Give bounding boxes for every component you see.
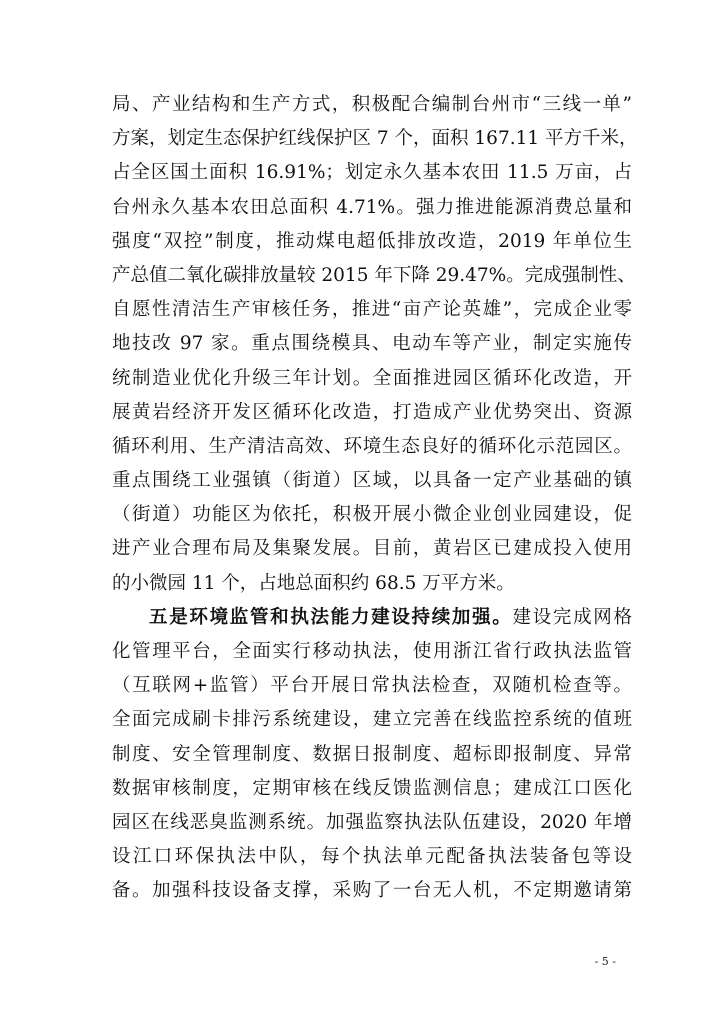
text-line: 的小微园 11 个，占地总面积约 68.5 万平方米。 [112,572,515,594]
text-line: 统制造业优化升级三年计划。全面推进园区循环化改造，开 [112,367,632,389]
text-line: （互联网+监管）平台开展日常执法检查，双随机检查等。 [112,675,632,697]
text-line: 重点围绕工业强镇（街道）区域，以具备一定产业基础的镇 [112,470,632,492]
paragraph-first-line [112,601,632,635]
text-line: 强度“双控”制度，推动煤电超低排放改造，2019 年单位生 [112,230,632,252]
text-line: 地技改 97 家。重点围绕模具、电动车等产业，制定实施传 [112,333,632,355]
text-line: 数据审核制度，定期审核在线反馈监测信息；建成江口医化 [112,777,632,799]
text-line: 循环利用、生产清洁高效、环境生态良好的循环化示范园区。 [112,435,632,457]
text-line: 园区在线恶臭监测系统。加强监察执法队伍建设，2020 年增 [112,811,632,833]
text-line: 产总值二氧化碳排放量较 2015 年下降 29.47%。完成强制性、 [112,264,636,286]
text-line: 占全区国土面积 16.91%；划定永久基本农田 11.5 万亩，占 [112,162,632,184]
text-line: （街道）功能区为依托，积极开展小微企业创业园建设，促 [112,504,632,526]
text-line: 进产业合理布局及集聚发展。目前，黄岩区已建成投入使用 [112,538,632,560]
text-line: 方案，划定生态保护红线保护区 7 个，面积 167.11 平方千米， [112,128,638,150]
text-line: 制度、安全管理制度、数据日报制度、超标即报制度、异常 [112,743,632,765]
text-line: 局、产业结构和生产方式，积极配合编制台州市“三线一单” [112,94,632,115]
text-line: 全面完成刷卡排污系统建设，建立完善在线监控系统的值班 [112,709,632,731]
text-line: 设江口环保执法中队，每个执法单元配备执法装备包等设 [112,846,632,868]
text-line: 台州永久基本农田总面积 4.71%。强力推进能源消费总量和 [112,196,632,218]
section-heading-bold: 五是环境监管和执法能力建设持续加强。 [149,606,513,628]
page-number: - 5 - [594,955,616,968]
text-line: 展黄岩经济开发区循环化改造，打造成产业优势突出、资源 [112,401,632,423]
text-line: 自愿性清洁生产审核任务，推进“亩产论英雄”，完成企业零 [112,299,632,321]
text-span: 建设完成网格 [512,606,632,628]
text-line: 备。加强科技设备支撑，采购了一台无人机，不定期邀请第 [112,880,632,902]
document-body [112,88,638,909]
text-line: 化管理平台，全面实行移动执法，使用浙江省行政执法监管 [112,641,632,662]
